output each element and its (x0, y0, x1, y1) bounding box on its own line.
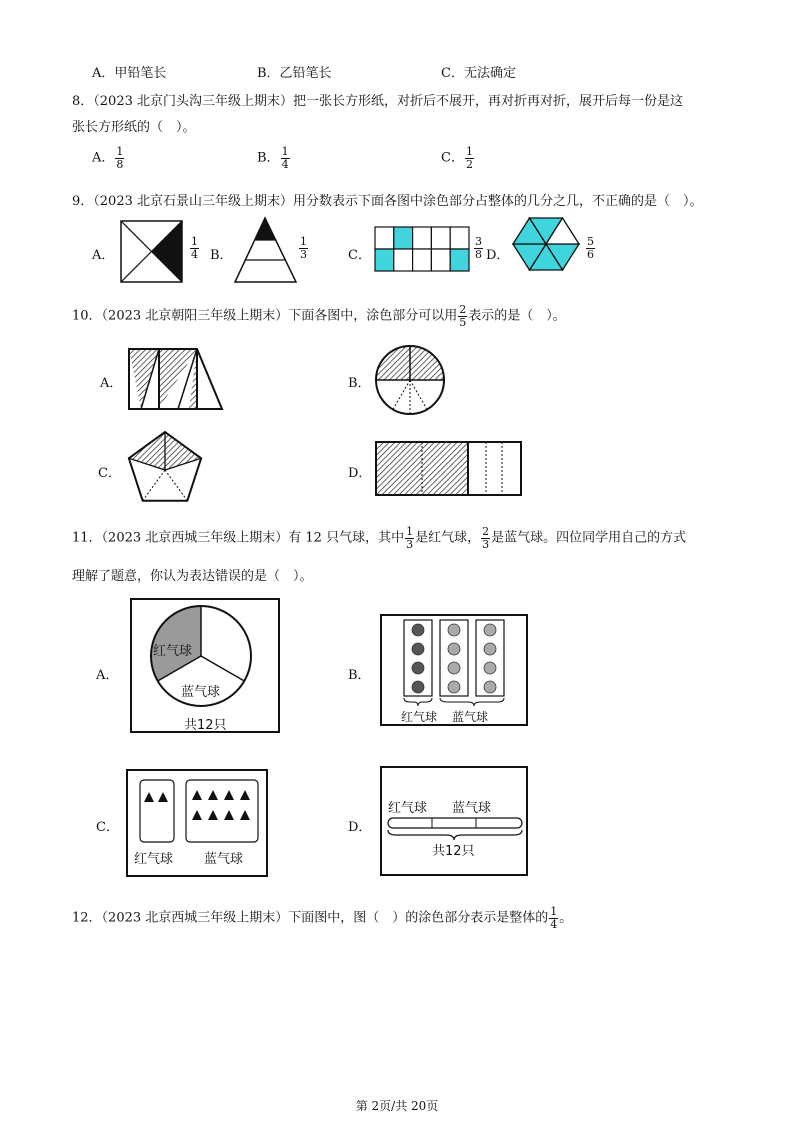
q11-option-a-label[interactable]: A． (96, 668, 119, 683)
q9c-cell (394, 227, 413, 249)
q11b-balloon (412, 624, 424, 636)
q11-a-blue-label: 蓝气球 (181, 685, 221, 700)
q11-option-d-label[interactable]: D． (348, 820, 372, 835)
q9-question: 9．（2023 北京石景山三年级上期末）用分数表示下面各图中涂色部分占整体的几分之几，不正确的是（ ）。 (72, 194, 703, 209)
q8-option-c-fraction: $\frac{1}{2}$ (465, 145, 473, 171)
q11-question-line1: 11．（2023 北京西城三年级上期末）有 12 只气球，其中 $\frac{1}{3}$ 是红气球， $\frac{2}{3}$ 是蓝气球。四位同学用自己的方式 (72, 525, 687, 551)
q9-option-a-label[interactable]: A． (92, 248, 115, 263)
q11b-balloon (448, 681, 460, 693)
q9-option-d-label[interactable]: D． (486, 248, 510, 263)
q9-option-b-fraction: $\frac{1}{3}$ (300, 235, 307, 261)
q11b-balloon (448, 624, 460, 636)
q11-a-total-label: 共12只 (184, 718, 227, 733)
q7-option-b[interactable]: B．乙铅笔长 (257, 66, 332, 81)
q9-option-d-fraction: $\frac{5}{6}$ (587, 235, 594, 261)
q12-question: 12．（2023 北京西城三年级上期末）下面图中，图（ ）的涂色部分表示是整体的 $\frac{1}{4}$ 。 (72, 905, 573, 931)
q10-question: 10．（2023 北京朝阳三年级上期末）下面各图中，涂色部分可以用 $\frac{2}{5}$ 表示的是（ ）。 (72, 303, 566, 329)
q9c-cell (375, 227, 394, 249)
q11-d-total-label: 共12只 (432, 844, 475, 859)
q10-option-d-label[interactable]: D． (348, 466, 372, 481)
q9-figure-c (374, 226, 470, 274)
q11b-balloon (448, 643, 460, 655)
q11-c-red-label: 红气球 (134, 852, 174, 867)
q8-option-c-label: C． (441, 150, 464, 166)
q11-b-grid (400, 618, 512, 706)
q11-a-red-label: 红气球 (153, 644, 193, 659)
q10-figure-b (374, 344, 446, 416)
q7-option-a[interactable]: A．甲铅笔长 (92, 66, 167, 81)
q10-figure-a (126, 346, 226, 412)
q11b-balloon (412, 643, 424, 655)
q11-option-b-label[interactable]: B． (348, 668, 371, 683)
q9c-cell (394, 249, 413, 271)
q11b-balloon (412, 662, 424, 674)
q7-option-c[interactable]: C．无法确定 (441, 66, 516, 81)
q9-option-b-label[interactable]: B． (210, 248, 233, 263)
q9-figure-b (234, 216, 298, 284)
q11b-balloon (448, 662, 460, 674)
q9c-cell (431, 227, 450, 249)
q8-question-line1: 8．（2023 北京门头沟三年级上期末）把一张长方形纸，对折后不展开，再对折再对折，展开后每一份是这 (72, 94, 683, 109)
q8-option-c[interactable] (441, 146, 475, 170)
q8-option-a[interactable] (92, 146, 125, 170)
q9c-cell (413, 227, 432, 249)
q9c-cell (413, 249, 432, 271)
q8-option-a-fraction: $\frac{1}{8}$ (116, 145, 124, 171)
q8-question-line2: 张长方形纸的（ ）。 (72, 120, 196, 135)
q9-figure-a (120, 220, 184, 284)
q11-b-red-label: 红气球 (401, 710, 438, 724)
q11b-balloon (484, 643, 496, 655)
q8-option-a-label: A． (92, 150, 115, 166)
q11-c-triangles (138, 778, 260, 846)
q11-fraction-red: $\frac{1}{3}$ (406, 525, 414, 551)
q11-question-line2: 理解了题意，你认为表达错误的是（ ）。 (72, 569, 313, 584)
q11-d-red-label: 红气球 (388, 801, 428, 816)
q9c-cell (431, 249, 450, 271)
q10-option-b-label[interactable]: B． (348, 376, 371, 391)
q11-fraction-blue: $\frac{2}{3}$ (482, 525, 490, 551)
q11b-balloon (484, 681, 496, 693)
q9c-cell (450, 227, 469, 249)
q9c-cell (375, 249, 394, 271)
q10-option-c-label[interactable]: C． (98, 466, 121, 481)
q9-option-a-fraction: $\frac{1}{4}$ (191, 235, 198, 261)
q9-option-c-fraction: $\frac{3}{8}$ (475, 235, 482, 261)
q11-option-c-label[interactable]: C． (96, 820, 119, 835)
q10-figure-d (374, 440, 524, 498)
q10-figure-c (122, 430, 208, 504)
q9-figure-d (512, 212, 584, 276)
q8-option-b-label: B． (257, 150, 280, 166)
q11-b-blue-label: 蓝气球 (452, 710, 489, 724)
q11b-balloon (412, 681, 424, 693)
q9-option-c-label[interactable]: C． (348, 248, 371, 263)
q10-fraction: $\frac{2}{5}$ (459, 303, 467, 329)
page-footer: 第 2页/共 20页 (355, 1099, 439, 1113)
q11-d-blue-label: 蓝气球 (452, 801, 492, 816)
q8-option-b-fraction: $\frac{1}{4}$ (281, 145, 289, 171)
q10-option-a-label[interactable]: A． (100, 376, 123, 391)
q11b-balloon (484, 662, 496, 674)
q9c-cell (450, 249, 469, 271)
q8-option-b[interactable] (257, 146, 291, 170)
q11-c-blue-label: 蓝气球 (204, 852, 244, 867)
q12-fraction: $\frac{1}{4}$ (550, 905, 558, 931)
q11b-balloon (484, 624, 496, 636)
